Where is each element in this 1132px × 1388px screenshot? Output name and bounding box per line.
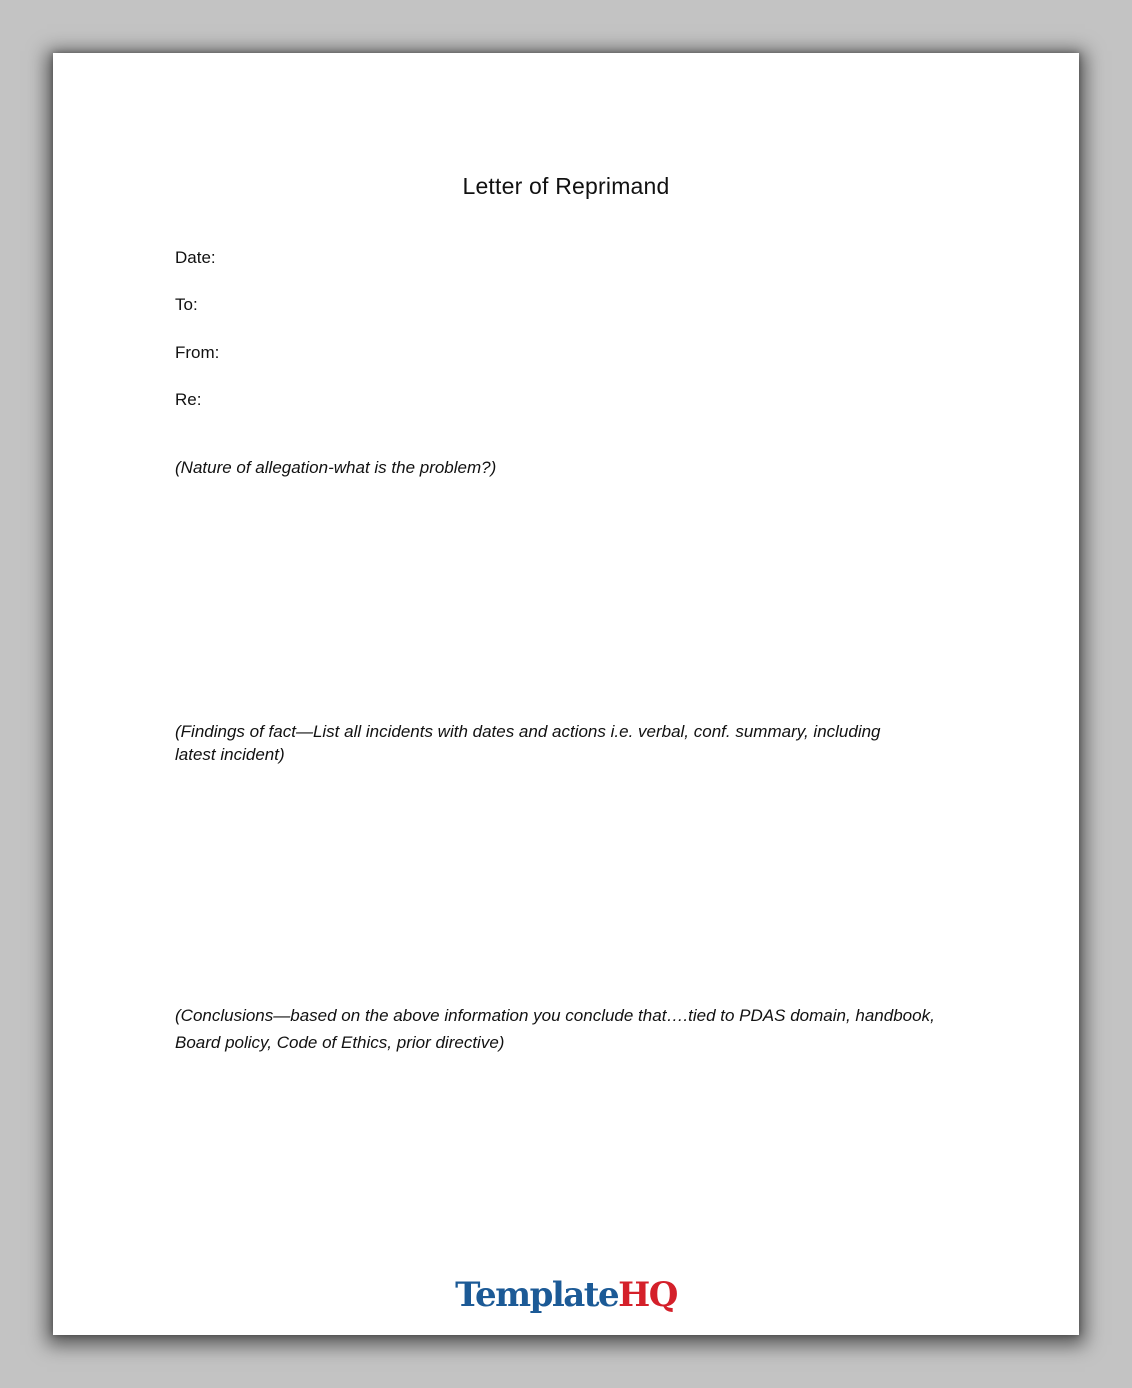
document-page: [53, 53, 1079, 1335]
document-title: Letter of Reprimand: [462, 173, 670, 199]
from-field-label: From:: [175, 343, 220, 362]
to-field-label: To:: [175, 295, 198, 314]
logo-text-accent: HQ: [618, 1275, 677, 1315]
logo-text-main: Template: [455, 1275, 619, 1315]
findings-of-fact-note: (Findings of fact—List all incidents with dates and actions i.e. verbal, conf. summary, including latest incident): [175, 722, 881, 764]
re-field-label: Re:: [175, 390, 202, 409]
date-field-label: Date:: [175, 248, 216, 267]
nature-of-allegation-note: (Nature of allegation-what is the problem?): [175, 458, 497, 477]
conclusions-note: (Conclusions—based on the above information you conclude that….tied to PDAS domain, handbook, Board policy, Code of Ethics, prior directive): [175, 1006, 935, 1052]
templatehq-logo: [53, 1275, 1079, 1315]
